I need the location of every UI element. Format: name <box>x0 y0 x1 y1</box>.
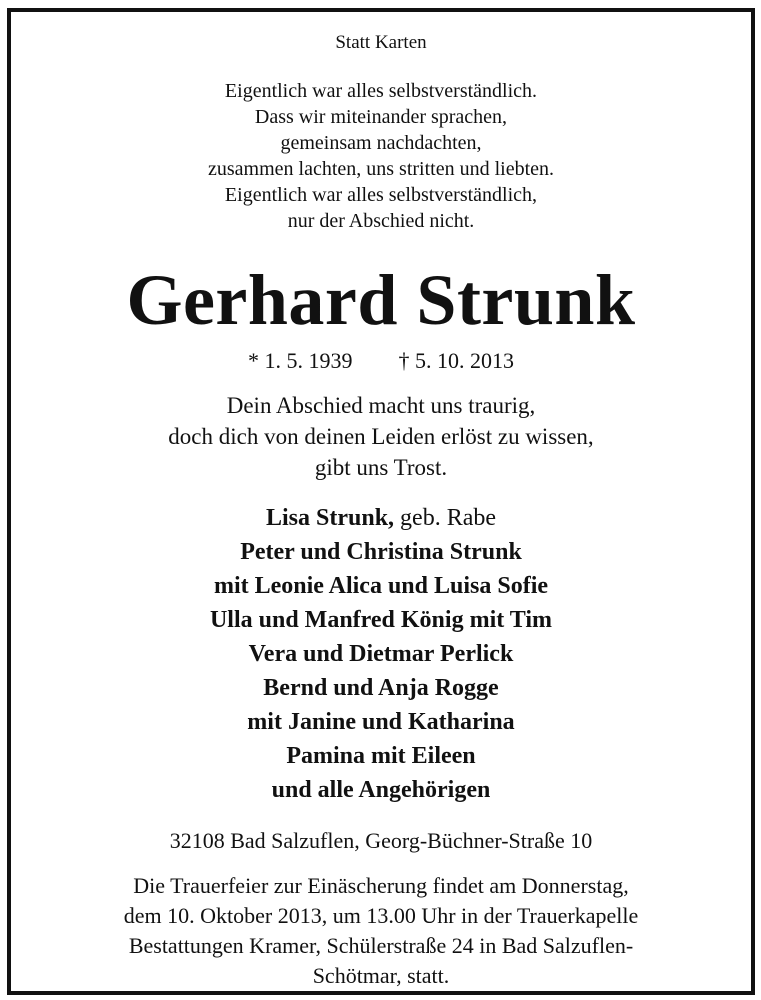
mourner-line <box>11 501 751 535</box>
mourner-line: Pamina mit Eileen <box>286 743 476 769</box>
funeral-notice <box>11 871 751 991</box>
mourner-line: Ulla und Manfred König mit Tim <box>209 607 553 633</box>
mourner-line: und alle Angehörigen <box>271 777 491 803</box>
notice-line: dem 10. Oktober 2013, um 13.00 Uhr in der Trauerkapelle <box>123 903 639 928</box>
mourner-name: Lisa Strunk, <box>265 505 395 531</box>
notice-line: Bestattungen Kramer, Schülerstraße 24 in Bad Salzuflen- <box>128 933 634 958</box>
poem-line: nur der Abschied nicht. <box>287 210 475 232</box>
death-date: † 5. 10. 2013 <box>398 348 514 373</box>
obituary-notice <box>11 12 751 991</box>
mourner-line: Vera und Dietmar Perlick <box>248 641 514 667</box>
life-dates <box>11 348 751 374</box>
comfort-line: gibt uns Trost. <box>314 455 448 480</box>
comfort-line: doch dich von deinen Leiden erlöst zu wissen, <box>168 424 594 449</box>
mourner-line: Peter und Christina Strunk <box>240 539 522 565</box>
header-statt-karten: Statt Karten <box>335 32 427 53</box>
family-address: 32108 Bad Salzuflen, Georg-Büchner-Straße 10 <box>169 828 593 853</box>
comfort-line: Dein Abschied macht uns traurig, <box>226 393 536 418</box>
poem-line: zusammen lachten, uns stritten und liebten. <box>207 158 555 180</box>
poem-line: gemeinsam nachdachten, <box>280 132 482 154</box>
notice-line: Schötmar, statt. <box>312 963 450 988</box>
poem-line: Dass wir miteinander sprachen, <box>254 106 508 128</box>
mourner-line: mit Leonie Alica und Luisa Sofie <box>213 573 549 599</box>
birth-date: * 1. 5. 1939 <box>248 348 353 373</box>
comfort-text <box>11 390 751 483</box>
notice-line: Die Trauerfeier zur Einäscherung findet am Donnerstag, <box>133 873 629 898</box>
mourner-line: Bernd und Anja Rogge <box>263 675 499 701</box>
poem-line: Eigentlich war alles selbstverständlich, <box>224 184 538 206</box>
poem-line: Eigentlich war alles selbstverständlich. <box>224 80 538 102</box>
mourner-maiden-name: geb. Rabe <box>394 505 497 531</box>
mourners-list <box>11 501 751 807</box>
deceased-name: Gerhard Strunk <box>126 260 636 340</box>
poem <box>11 78 751 234</box>
mourner-line: mit Janine und Katharina <box>247 709 515 735</box>
